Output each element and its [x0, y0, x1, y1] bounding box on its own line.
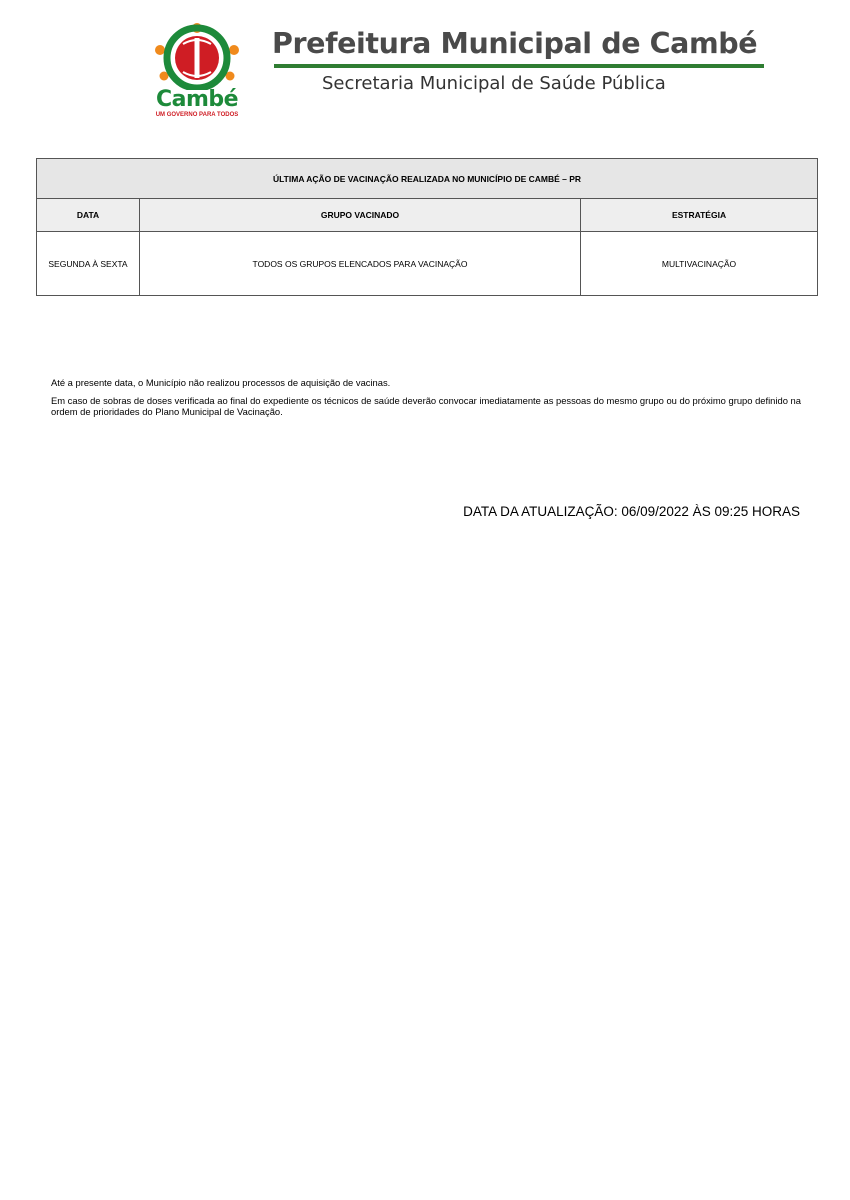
table-row [37, 232, 818, 296]
cell-estrategia: MULTIVACINAÇÃO [581, 232, 818, 296]
note-acquisition: Até a presente data, o Município não realizou processos de aquisição de vacinas. [51, 377, 391, 388]
logo-tagline: UM GOVERNO PARA TODOS [155, 112, 239, 118]
organization-title: Prefeitura Municipal de Cambé [272, 27, 758, 60]
cell-grupo-vacinado: TODOS OS GRUPOS ELENCADOS PARA VACINAÇÃO [140, 232, 581, 296]
column-header-grupo-vacinado: GRUPO VACINADO [140, 199, 581, 232]
column-header-data: DATA [37, 199, 140, 232]
table-title: ÚLTIMA AÇÃO DE VACINAÇÃO REALIZADA NO MUNICÍPIO DE CAMBÉ – PR [37, 159, 818, 199]
vaccination-table [36, 158, 818, 296]
table-title-row [37, 159, 818, 199]
note-leftover-doses: Em caso de sobras de doses verificada ao final do expediente os técnicos de saúde deverão convocar imediatamente as pessoas do mesmo grupo ou do próximo grupo definido na ordem de prioridades do Plano Municipal de Vacinação. [51, 395, 801, 417]
logo-wordmark: Cambé [155, 87, 239, 112]
header-divider [274, 64, 764, 68]
cambe-logo [142, 20, 252, 122]
table-header-row [37, 199, 818, 232]
organization-subtitle: Secretaria Municipal de Saúde Pública [322, 73, 666, 94]
column-header-estrategia: ESTRATÉGIA [581, 199, 818, 232]
cambe-emblem-icon [142, 20, 252, 90]
cell-data: SEGUNDA À SEXTA [37, 232, 140, 296]
last-update-timestamp: DATA DA ATUALIZAÇÃO: 06/09/2022 ÀS 09:25 HORAS [463, 504, 800, 519]
